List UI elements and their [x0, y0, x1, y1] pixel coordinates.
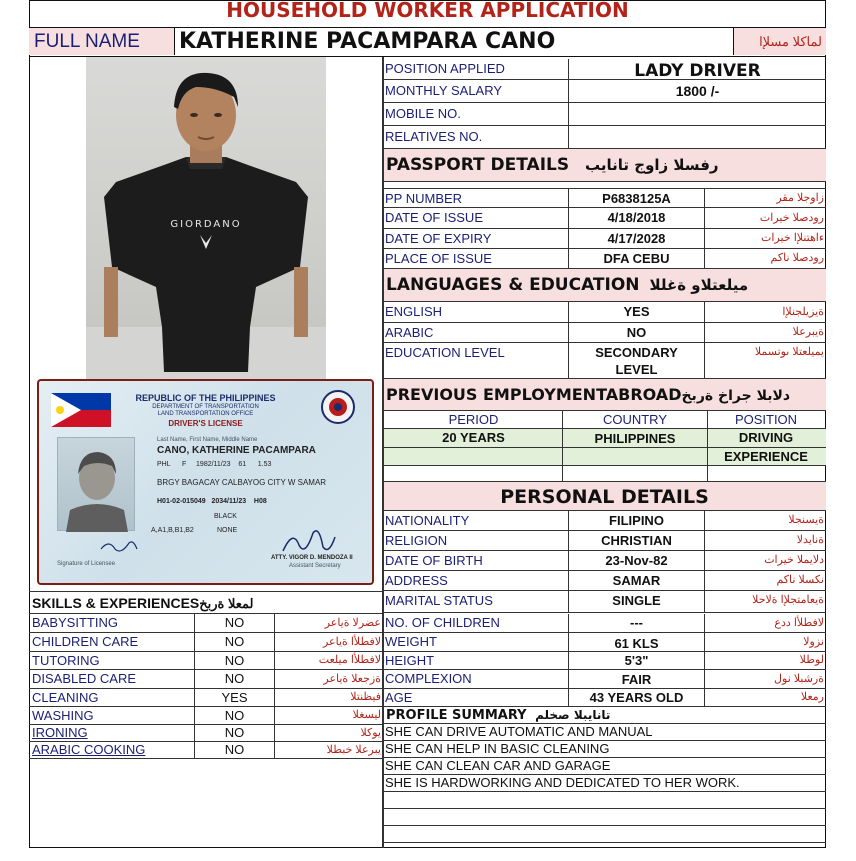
pp-number-arabic: زاوجلا مقر [776, 192, 824, 204]
skill-ironing-row [29, 725, 383, 742]
pp-number-value: P6838125A [569, 189, 705, 207]
date-of-birth-row [383, 551, 826, 571]
education-level-line1: SECONDARY [595, 345, 678, 360]
profile-heading-arabic: تانايبلا صخلم [535, 708, 611, 722]
height-row [383, 652, 826, 670]
relatives-no-value [569, 126, 826, 148]
skill-ironing-value: NO [195, 725, 275, 741]
profile-line-6 [383, 809, 826, 826]
employment-empty-row [383, 466, 826, 482]
date-of-issue-arabic: رودصلا خيرات [759, 212, 824, 224]
skill-babysitting-row [29, 614, 383, 633]
skill-washing-arabic: ليسغلا [352, 709, 381, 721]
employment-period: 20 YEARS [383, 429, 563, 447]
age-arabic: رمعلا [800, 691, 824, 703]
date-of-issue-label: DATE OF ISSUE [383, 208, 569, 228]
weight-label: WEIGHT [383, 633, 569, 651]
age-label: AGE [383, 689, 569, 706]
complexion-arabic: ةرشبلا نول [774, 673, 824, 685]
profile-line-4: SHE IS HARDWORKING AND DEDICATED TO HER WORK. [383, 775, 826, 792]
employment-heading-arabic: دلابلا جراخ ةربخ [681, 388, 791, 404]
full-name-value: KATHERINE PACAMPARA CANO [175, 28, 734, 55]
skill-babysitting-arabic: عضرلا ةياعر [324, 617, 381, 629]
employment-header-row [383, 411, 826, 429]
drivers-license-card [37, 379, 374, 585]
license-photo [57, 437, 135, 531]
mobile-no-value [569, 103, 826, 125]
skill-cleaning-row [29, 689, 383, 707]
marital-status-arabic: ةيعامتجلإا ةلاحلا [752, 594, 824, 606]
employment-data-row-2 [383, 448, 826, 466]
license-eyes: BLACK [214, 513, 237, 520]
skill-ironing-arabic: يوكلا [360, 727, 381, 739]
nationality-row [383, 511, 826, 531]
weight-arabic: نزولا [803, 636, 824, 648]
skill-disabled-care-row [29, 670, 383, 689]
children-arabic: لافطلأا ددع [774, 617, 824, 629]
skill-babysitting-value: NO [195, 614, 275, 632]
children-label: NO. OF CHILDREN [383, 614, 569, 632]
license-signer: ATTY. VIGOR D. MENDOZA II [271, 555, 353, 561]
license-card-title: DRIVER'S LICENSE [168, 419, 243, 428]
complexion-row [383, 670, 826, 689]
place-of-issue-value: DFA CEBU [569, 249, 705, 268]
full-name-row [29, 27, 826, 57]
passport-heading-text: PASSPORT DETAILS [386, 155, 570, 175]
profile-line-7 [383, 826, 826, 843]
employment-heading-text: PREVIOUS EMPLOYMENTABROAD [386, 385, 682, 404]
skill-arabic-cooking-label: ARABIC COOKING [29, 742, 195, 758]
passport-heading-arabic: رفسلا زاوج تانايب [585, 156, 719, 174]
marital-status-value: SINGLE [569, 591, 705, 612]
weight-value: 61 KLS [569, 633, 705, 651]
lto-seal-icon [320, 389, 356, 425]
skill-children-care-label: CHILDREN CARE [29, 633, 195, 651]
nationality-value: FILIPINO [569, 511, 705, 530]
marital-status-row [383, 591, 826, 613]
arabic-arabic: ةيبرعلا [792, 326, 824, 338]
languages-heading-text: LANGUAGES & EDUCATION [386, 275, 640, 295]
position-applied-label: POSITION APPLIED [383, 59, 569, 79]
skills-heading-row [32, 592, 253, 614]
skill-washing-value: NO [195, 707, 275, 724]
arabic-row [383, 323, 826, 343]
skill-disabled-care-arabic: ةزجعلا ةياعر [323, 673, 381, 685]
skills-heading-arabic: لمعلا ةربخ [199, 596, 254, 611]
date-of-issue-row [383, 208, 826, 229]
skill-children-care-value: NO [195, 633, 275, 651]
english-row [383, 302, 826, 323]
place-of-issue-arabic: رودصلا ناكم [770, 252, 824, 264]
monthly-salary-value: 1800 /- [675, 83, 720, 99]
arabic-value: NO [569, 323, 705, 342]
address-value: SAMAR [569, 571, 705, 590]
page-title: HOUSEHOLD WORKER APPLICATION [226, 0, 629, 22]
place-of-issue-row [383, 249, 826, 269]
skill-arabic-cooking-row [29, 742, 383, 759]
license-number-row: H01-02-015049 2034/11/23 H08 [157, 498, 267, 505]
profile-line-5 [383, 792, 826, 809]
employment-position-2: EXPERIENCE [724, 449, 808, 464]
address-label: ADDRESS [383, 571, 569, 590]
skill-disabled-care-value: NO [195, 670, 275, 688]
employment-data-row [383, 429, 826, 448]
employment-country: PHILIPPINES [563, 429, 708, 447]
education-level-row [383, 343, 826, 379]
skill-tutoring-row [29, 652, 383, 670]
english-value: YES [569, 302, 705, 322]
relatives-no-label: RELATIVES NO. [383, 126, 569, 148]
official-signature [279, 527, 339, 557]
skill-tutoring-arabic: لافطلأا ميلعت [318, 654, 381, 666]
license-signer-title: Assistant Secretary [289, 563, 341, 569]
position-applied-value: LADY DRIVER [634, 61, 761, 79]
license-office: LAND TRANSPORTATION OFFICE [157, 411, 254, 417]
profile-heading-text: PROFILE SUMMARY [386, 708, 527, 723]
monthly-salary-label: MONTHLY SALARY [383, 80, 569, 102]
applicant-photo [86, 57, 326, 380]
height-value: 5'3" [569, 652, 705, 669]
skills-heading-text: SKILLS & EXPERIENCES [32, 595, 200, 611]
shirt-logo: GIORDANO [170, 219, 242, 230]
profile-summary-heading [383, 707, 826, 724]
mobile-no-label: MOBILE NO. [383, 103, 569, 125]
employment-empty-c2 [563, 466, 708, 481]
employment-position: DRIVING [738, 430, 794, 445]
skill-arabic-cooking-value: NO [195, 742, 275, 758]
skill-children-care-arabic: لافطلأا ةياعر [322, 636, 381, 648]
date-of-expiry-row [383, 229, 826, 249]
position-header: POSITION [734, 412, 798, 427]
date-of-expiry-value: 4/17/2028 [569, 229, 705, 248]
profile-line-1: SHE CAN DRIVE AUTOMATIC AND MANUAL [383, 724, 826, 741]
relatives-no-row [383, 126, 826, 149]
skill-cleaning-label: CLEANING [29, 689, 195, 706]
children-value: --- [569, 614, 705, 632]
employment-heading [383, 379, 826, 411]
mobile-no-row [383, 103, 826, 126]
complexion-label: COMPLEXION [383, 670, 569, 688]
pp-number-label: PP NUMBER [383, 189, 569, 207]
date-of-expiry-arabic: ءاهتنلإا خيرات [761, 232, 824, 244]
license-codes: A,A1,B,B1,B2 [151, 527, 194, 534]
licensee-signature [99, 537, 139, 555]
english-arabic: ةيزيلجنلإا [782, 306, 824, 318]
skill-washing-row [29, 707, 383, 725]
skill-children-care-row [29, 633, 383, 652]
full-name-label: FULL NAME [29, 28, 175, 55]
monthly-salary-row [383, 80, 826, 103]
address-arabic: نكسلا ناكم [776, 574, 824, 586]
religion-arabic: ةنايدلا [796, 534, 824, 546]
skill-washing-label: WASHING [29, 707, 195, 724]
license-dept: DEPARTMENT OF TRANSPORTATION [152, 404, 259, 410]
education-level-label: EDUCATION LEVEL [383, 343, 569, 378]
nationality-label: NATIONALITY [383, 511, 569, 530]
profile-line-2: SHE CAN HELP IN BASIC CLEANING [383, 741, 826, 758]
religion-value: CHRISTIAN [569, 531, 705, 550]
skill-babysitting-label: BABYSITTING [29, 614, 195, 632]
license-signature-label: Signature of Licensee [57, 561, 116, 567]
license-name-header: Last Name, First Name, Middle Name [157, 437, 258, 443]
skill-tutoring-value: NO [195, 652, 275, 669]
personal-details-heading: PERSONAL DETAILS [383, 482, 826, 511]
country-header: COUNTRY [563, 411, 708, 428]
date-of-birth-value: 23-Nov-82 [569, 551, 705, 570]
marital-status-label: MARITAL STATUS [383, 591, 569, 612]
full-name-arabic: لماكلا مسلإا [734, 28, 826, 55]
children-row [383, 614, 826, 633]
education-level-line2: LEVEL [615, 362, 658, 377]
license-details-row: PHL F 1982/11/23 61 1.53 [157, 461, 272, 468]
period-header: PERIOD [383, 411, 563, 428]
skill-tutoring-label: TUTORING [29, 652, 195, 669]
education-level-arabic: يميلعتلا ىوتسملا [754, 346, 824, 358]
weight-row [383, 633, 826, 652]
skill-cleaning-arabic: فيظنتلا [350, 691, 381, 703]
applicant-photo-image [86, 57, 326, 380]
license-conditions: NONE [217, 527, 238, 534]
employment-country-2 [563, 448, 708, 465]
age-row [383, 689, 826, 707]
profile-line-3: SHE CAN CLEAN CAR AND GARAGE [383, 758, 826, 775]
date-of-birth-label: DATE OF BIRTH [383, 551, 569, 570]
employment-period-2 [383, 448, 563, 465]
religion-label: RELIGION [383, 531, 569, 550]
skills-heading [29, 591, 383, 614]
nationality-arabic: ةيسنجلا [788, 514, 824, 526]
skill-arabic-cooking-arabic: يبرعلا خبطلا [326, 744, 381, 756]
english-label: ENGLISH [383, 302, 569, 322]
license-country: REPUBLIC OF THE PHILIPPINES [135, 393, 276, 403]
arabic-label: ARABIC [383, 323, 569, 342]
skill-disabled-care-label: DISABLED CARE [29, 670, 195, 688]
employment-empty-c1 [383, 466, 563, 481]
pp-number-row [383, 188, 826, 208]
license-name: CANO, KATHERINE PACAMPARA [157, 445, 316, 456]
date-of-expiry-label: DATE OF EXPIRY [383, 229, 569, 248]
height-label: HEIGHT [383, 652, 569, 669]
complexion-value: FAIR [569, 670, 705, 688]
place-of-issue-label: PLACE OF ISSUE [383, 249, 569, 268]
date-of-issue-value: 4/18/2018 [569, 208, 705, 228]
skill-ironing-label: IRONING [29, 725, 195, 741]
age-value: 43 YEARS OLD [569, 689, 705, 706]
languages-heading-arabic: ميلعتلاو ةغللا [649, 276, 749, 294]
education-level-value [569, 343, 705, 378]
license-address: BRGY BAGACAY CALBAYOG CITY W SAMAR [157, 478, 327, 487]
height-arabic: لوطلا [799, 654, 824, 666]
religion-row [383, 531, 826, 551]
position-applied-row [383, 59, 826, 80]
date-of-birth-arabic: دلايملا خيرات [764, 554, 824, 566]
passport-details-heading [383, 149, 826, 182]
address-row [383, 571, 826, 591]
languages-heading [383, 269, 826, 302]
skill-cleaning-value: YES [195, 689, 275, 706]
